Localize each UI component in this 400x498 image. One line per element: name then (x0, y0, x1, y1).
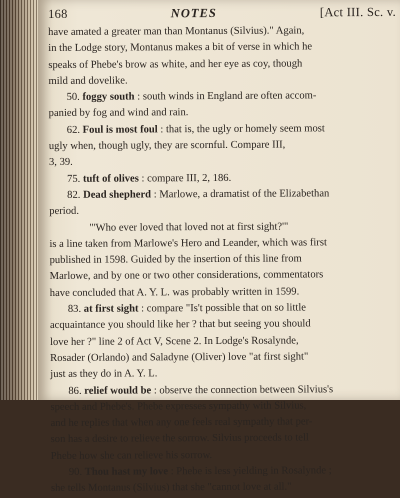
note-line-number: 83. (67, 303, 82, 315)
running-title: NOTES (170, 5, 217, 21)
note-gloss: : Marlowe, a dramatist of the Elizabethan (151, 188, 330, 201)
note-gloss: : Phebe is less yielding in Rosalynde ; (168, 465, 332, 478)
text-line: just as they do in A. Y. L. (50, 368, 158, 381)
note-term: Foul is most foul (82, 124, 158, 136)
text-line: speech and Phebe's. Phebe expresses sympathy with Silvius, (50, 400, 307, 413)
note-line-number: 62. (66, 124, 81, 136)
notes-body (48, 23, 399, 498)
note-term: Dead shepherd (83, 189, 152, 201)
text-line: have amated a greater man than Montanus (Silvius)." Again, (48, 25, 305, 38)
text-line: panied by fog and wind and rain. (48, 107, 189, 120)
page-number: 168 (48, 6, 68, 21)
note-gloss: : south winds in England are often accom- (134, 90, 317, 103)
note-line-number: 82. (67, 189, 81, 201)
running-header (48, 4, 396, 22)
note-gloss: : observe the connection between Silvius's (151, 383, 334, 396)
text-line: Rosader (Orlando) and Saladyne (Oliver) love "at first sight" (50, 351, 309, 364)
note-line-number: 90. (68, 466, 83, 478)
text-line: period. (49, 206, 80, 218)
note-term: relief would be (84, 384, 152, 397)
note-line-number: 86. (68, 385, 82, 397)
note-line-number: 50. (66, 91, 80, 104)
text-line: have concluded that A. Y. L. was probably written in 1599. (49, 286, 300, 299)
note-gloss: : that is, the ugly or homely seem most (157, 123, 325, 136)
note-gloss: : compare III, 2, 186. (138, 172, 232, 185)
text-line: acquaintance you should like her ? that but seeing you should (49, 318, 311, 332)
text-line: speaks of Phebe's brow as white, and her eye as coy, though (48, 58, 303, 71)
note-term: Thou hast my love (84, 466, 169, 478)
quoted-line: "'Who ever loved that loved not at first sight?'" (89, 221, 289, 234)
note-term: at first sight (83, 303, 139, 315)
text-line: 3, 39. (48, 157, 73, 169)
book-page (38, 0, 400, 495)
section-reference: [Act III. Sc. v. (319, 4, 397, 20)
page-text (48, 4, 399, 498)
text-line: and he replies that when any one feels real sympathy that per- (50, 416, 313, 430)
note-gloss: : compare "Is't possible that on so little (138, 302, 306, 315)
note-line-number: 75. (67, 173, 81, 185)
note-term: foggy south (82, 91, 135, 103)
note-term: tuft of olives (82, 173, 139, 185)
text-line: mild and dovelike. (48, 75, 128, 87)
text-line: ugly when, though ugly, they are scornful. Compare III, (48, 139, 286, 153)
text-line: is a line taken from Marlowe's Hero and Leander, which was first (49, 237, 327, 250)
text-line: published in 1598. Guided by the insertion of this line from (49, 253, 302, 267)
text-line: Phebe how she can relieve his sorrow. (50, 449, 213, 462)
text-line: Marlowe, and by one or two other considerations, commentators (49, 269, 324, 283)
text-line: son has a desire to relieve the sorrow. Silvius proceeds to tell (50, 432, 309, 446)
text-line: love her ?" line 2 of Act V, Scene 2. In Lodge's Rosalynde, (50, 335, 299, 348)
text-line: in the Lodge story, Montanus makes a bit of verse in which he (48, 41, 313, 55)
text-line: she tells Montanus (Silvius) that she "cannot love at all." (50, 481, 292, 495)
